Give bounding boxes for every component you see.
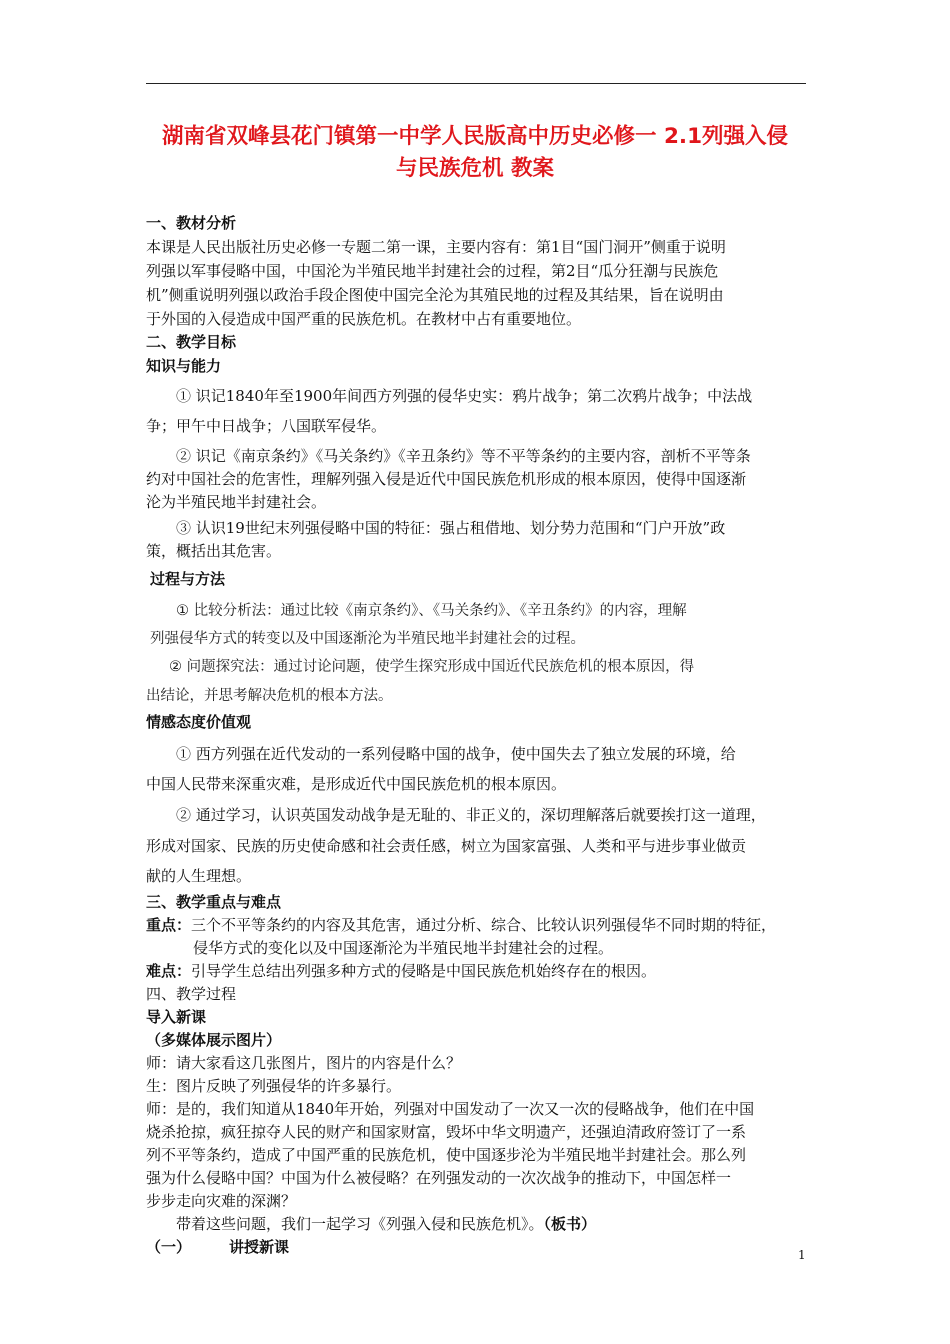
dialogue-line: 师：是的，我们知道从1840年开始，列强对中国发动了一次又一次的侵略战争，他们在中国	[146, 1100, 755, 1118]
paragraph-line: 策，概括出其危害。	[146, 542, 282, 560]
key-point-text: 三个不平等条约的内容及其危害，通过分析、综合、比较认识列强侵华不同时期的特征，	[191, 916, 777, 934]
document-title-line-1: 湖南省双峰县花门镇第一中学人民版高中历史必修一 2.1列强入侵	[161, 124, 789, 149]
dialogue-line: 列不平等条约，造成了中国严重的民族危机，使中国逐步沦为半殖民地半封建社会。那么列	[146, 1146, 747, 1164]
key-point-line	[146, 915, 776, 935]
paragraph-line: 列强侵华方式的转变以及中国逐渐沦为半殖民地半封建社会的过程。	[150, 631, 585, 647]
paragraph-line: 沦为半殖民地半封建社会。	[146, 493, 327, 511]
section-new-lesson	[146, 1237, 289, 1257]
dialogue-line: 师：请大家看这几张图片，图片的内容是什么？	[146, 1054, 462, 1072]
key-point-label: 重点：	[146, 916, 192, 934]
paragraph-line: ① 识记1840年至1900年间西方列强的侵华史实：鸦片战争；第二次鸦片战争；中法战	[176, 387, 753, 405]
dialogue-line: 强为什么侵略中国？中国为什么被侵略？在列强发动的一次次战争的推动下，中国怎样一	[146, 1169, 732, 1187]
subheading-intro: 导入新课	[146, 1008, 207, 1026]
dialogue-line: 烧杀抢掠，疯狂掠夺人民的财产和国家财富，毁坏中华文明遗产，还强迫清政府签订了一系	[146, 1123, 747, 1141]
paragraph-line: ① 比较分析法：通过比较《南京条约》、《马关条约》、《辛丑条约》的内容，理解	[176, 603, 687, 619]
dialogue-line: 步步走向灾难的深渊？	[146, 1192, 297, 1210]
section-title: 讲授新课	[229, 1238, 290, 1256]
paragraph-line: 约对中国社会的危害性，理解列强入侵是近代中国民族危机形成的根本原因，使得中国逐渐	[146, 470, 747, 488]
paragraph-line: 侵华方式的变化以及中国逐渐沦为半殖民地半封建社会的过程。	[193, 939, 614, 957]
paragraph-line: 争；甲午中日战争；八国联军侵华。	[146, 417, 387, 435]
difficult-point-line	[146, 961, 656, 981]
paragraph-line: 列强以军事侵略中国，中国沦为半殖民地半封建社会的过程，第2目“瓜分狂潮与民族危	[146, 262, 719, 280]
heading-material-analysis: 一、教材分析	[146, 214, 237, 232]
difficult-point-text: 引导学生总结出列强多种方式的侵略是中国民族危机始终存在的根因。	[191, 962, 657, 980]
board-note: （板书）	[543, 1215, 597, 1233]
paragraph-line: 中国人民带来深重灾难，是形成近代中国民族危机的根本原因。	[146, 775, 567, 793]
heading-teaching-process: 四、教学过程	[146, 985, 237, 1003]
dialogue-line: 生：图片反映了列强侵华的许多暴行。	[146, 1077, 402, 1095]
subheading-attitude-values: 情感态度价值观	[146, 713, 252, 731]
paragraph-line: ② 识记《南京条约》《马关条约》《辛丑条约》等不平等条约的主要内容，剖析不平等条	[176, 447, 751, 465]
heading-teaching-goals: 二、教学目标	[146, 333, 237, 351]
paragraph-line: 出结论，并思考解决危机的根本方法。	[146, 688, 393, 704]
subheading-knowledge: 知识与能力	[146, 357, 222, 375]
paragraph-line: ① 西方列强在近代发动的一系列侵略中国的战争，使中国失去了独立发展的环境，给	[176, 745, 736, 763]
difficult-point-label: 难点：	[146, 962, 192, 980]
document-title-line-2: 与民族危机 教案	[396, 156, 554, 181]
paragraph-line: ③ 认识19世纪末列强侵略中国的特征：强占租借地、划分势力范围和“门户开放”政	[176, 519, 726, 537]
section-number: （一）	[146, 1238, 192, 1256]
closing-text: 带着这些问题，我们一起学习《列强入侵和民族危机》。	[176, 1215, 544, 1233]
paragraph-line: 机”侧重说明列强以政治手段企图使中国完全沦为其殖民地的过程及其结果，旨在说明由	[146, 286, 724, 304]
multimedia-note: （多媒体展示图片）	[146, 1031, 282, 1049]
subheading-process-methods: 过程与方法	[150, 570, 226, 588]
paragraph-line: ② 问题探究法：通过讨论问题，使学生探究形成中国近代民族危机的根本原因，得	[169, 659, 695, 675]
header-rule	[146, 83, 806, 84]
paragraph-line: 献的人生理想。	[146, 867, 252, 885]
paragraph-line: 于外国的入侵造成中国严重的民族危机。在教材中占有重要地位。	[146, 310, 582, 328]
paragraph-line: ② 通过学习，认识英国发动战争是无耻的、非正义的，深切理解落后就要挨打这一道理，	[176, 806, 766, 824]
page-number: 1	[798, 1248, 806, 1262]
heading-key-points: 三、教学重点与难点	[146, 893, 282, 911]
paragraph-line: 形成对国家、民族的历史使命感和社会责任感，树立为国家富强、人类和平与进步事业做贡	[146, 837, 747, 855]
closing-line	[176, 1214, 596, 1234]
paragraph-line: 本课是人民出版社历史必修一专题二第一课，主要内容有：第1目“国门洞开”侧重于说明	[146, 238, 726, 256]
